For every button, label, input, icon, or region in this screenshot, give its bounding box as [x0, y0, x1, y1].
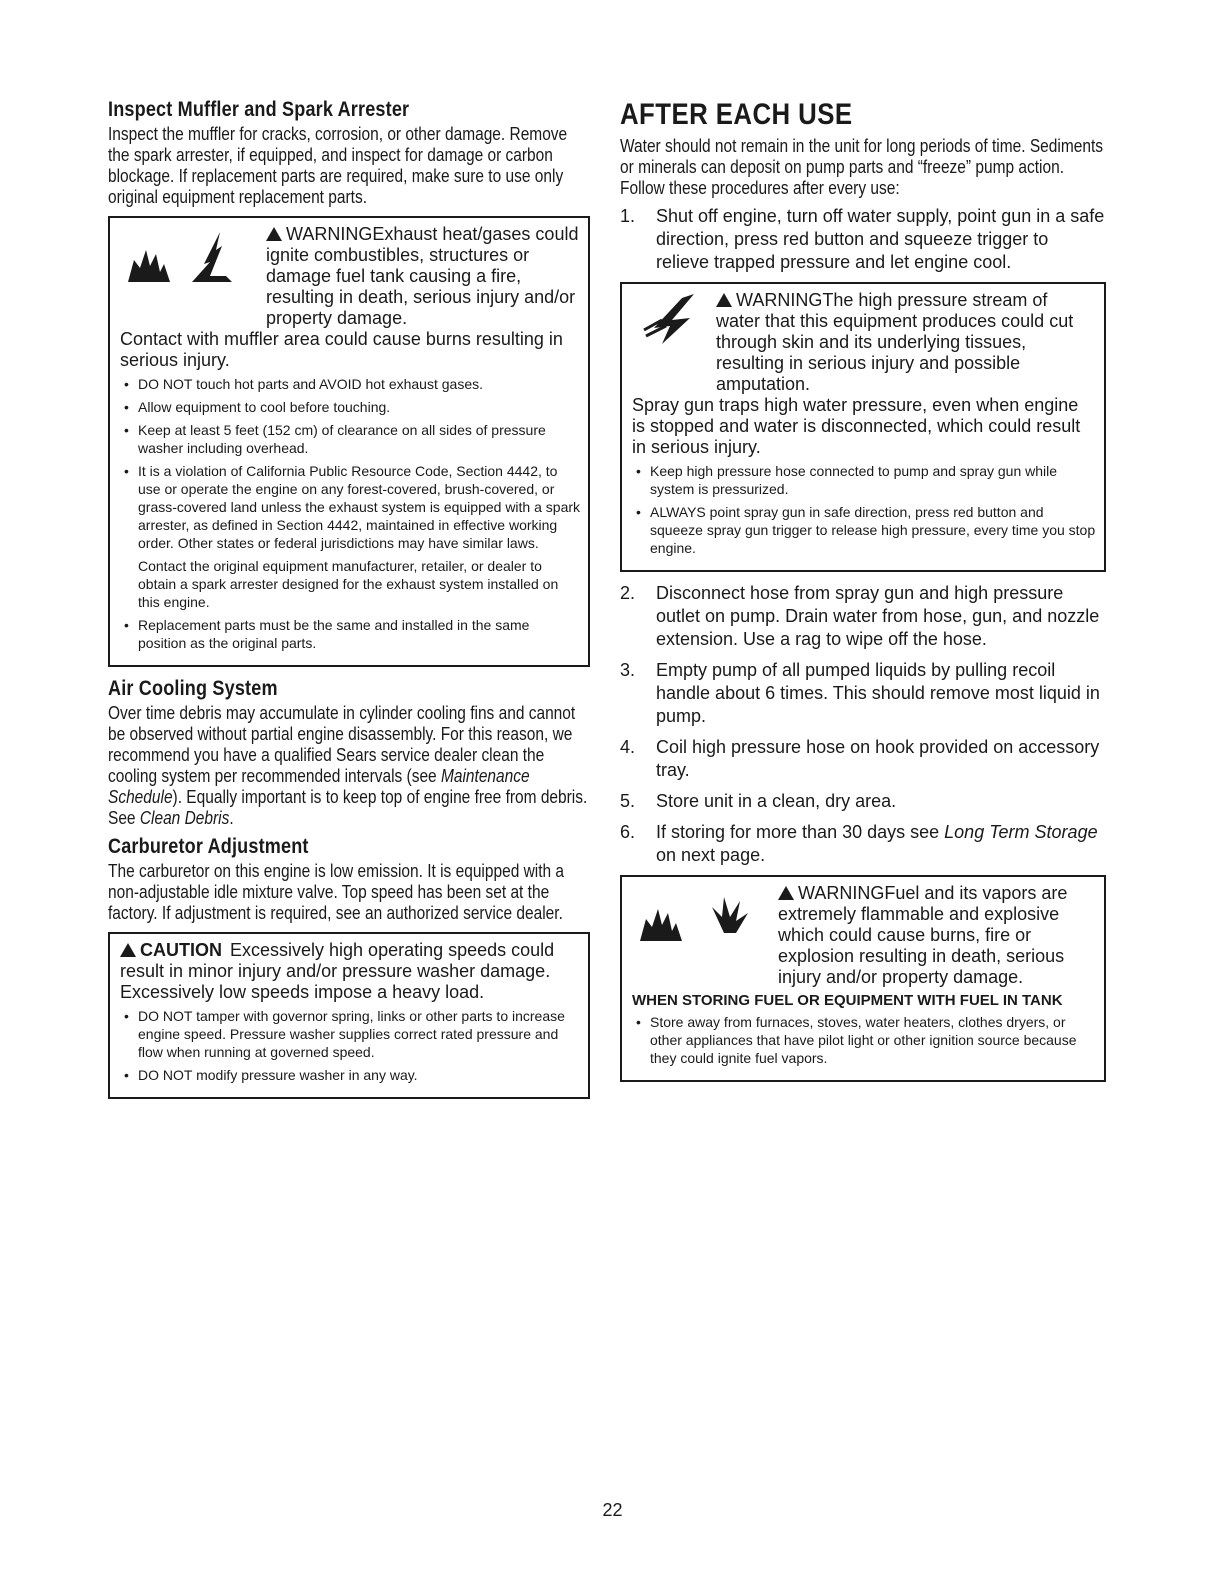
warning-bullets	[120, 375, 580, 552]
list-item: 3. Empty pump of all pumped liquids by pulling recoil handle about 6 times. This should remove most liquid in pump.	[620, 660, 1100, 726]
list-item: 1. Shut off engine, turn off water supply, point gun in a safe direction, press red button and squeeze trigger to relieve trapped pressure and let engine cool.	[620, 206, 1105, 272]
list-item: • Replacement parts must be the same and installed in the same position as the original parts.	[120, 616, 580, 652]
warning-hazard-row	[632, 290, 1096, 395]
warning-lead: WARNINGThe high pressure stream of water that this equipment produces could cut through skin and its underlying tissues, resulting in serious injury and possible amputation.	[716, 290, 1074, 394]
steps-list-a	[620, 205, 1106, 274]
caution-box	[108, 932, 590, 1099]
list-item: • Keep high pressure hose connected to pump and spray gun while system is pressurized.	[632, 462, 1096, 498]
after-use-intro: Water should not remain in the unit for long periods of time. Sediments or minerals can deposit on pump parts and “freeze” pump action. Follow these procedures after every use:	[620, 136, 1103, 198]
section-heading-muffler: Inspect Muffler and Spark Arrester	[108, 98, 410, 121]
right-column	[620, 92, 1106, 1092]
explosion-icon	[632, 883, 778, 947]
list-item: 2. Disconnect hose from spray gun and high pressure outlet on pump. Drain water from hose, gun, and nozzle extension. Use a rag to wipe off the hose.	[620, 583, 1100, 649]
hazard-icons	[120, 224, 266, 288]
warning-triangle-icon	[778, 886, 794, 900]
warning-box-water-jet	[620, 282, 1106, 572]
warning-bullets	[632, 1013, 1096, 1067]
list-item: • DO NOT touch hot parts and AVOID hot exhaust gases.	[120, 375, 580, 393]
hazard-icons	[632, 290, 716, 348]
hazard-icons	[632, 883, 778, 947]
warning-hazard-row	[120, 224, 580, 329]
warning-triangle-icon	[120, 943, 136, 957]
warning-body: Spray gun traps high water pressure, even when engine is stopped and water is disconnected, which could result in serious injury.	[632, 395, 1081, 457]
warning-contact: Contact with muffler area could cause burns resulting in serious injury.	[120, 329, 563, 370]
list-item: • DO NOT modify pressure washer in any way.	[120, 1066, 580, 1084]
section-heading-carburetor: Carburetor Adjustment	[108, 835, 309, 858]
air-cooling-body: Over time debris may accumulate in cylinder cooling fins and cannot be observed without partial engine disassembly. For this reason, we recommend you have a qualified Sears service dealer clean the cooling system per recommended intervals (see Maintenance Schedule). Equally important is to keep top of engine free from debris. See Clean Debris.	[108, 703, 588, 828]
warning-triangle-icon	[716, 293, 732, 307]
list-item: • DO NOT tamper with governor spring, links or other parts to increase engine speed. Pressure washer supplies correct rated pressure and flow when running at governed speed.	[120, 1007, 580, 1061]
list-item: 6. If storing for more than 30 days see Long Term Storage on next page.	[620, 822, 1098, 865]
carburetor-body: The carburetor on this engine is low emission. It is equipped with a non-adjustable idle mixture valve. Top speed has been set at the factory. If adjustment is required, see an authorized service dealer.	[108, 861, 565, 923]
long-term-storage-ref[interactable]: Long Term Storage	[944, 822, 1098, 842]
warning-hazard-row	[632, 883, 1096, 988]
clean-debris-ref[interactable]: Clean Debris	[139, 808, 230, 828]
warning-bullets	[632, 462, 1096, 557]
list-item: • ALWAYS point spray gun in safe direction, press red button and squeeze spray gun trigger to release high pressure, every time you stop engine.	[632, 503, 1096, 557]
contact-dealer-note: Contact the original equipment manufacturer, retailer, or dealer to obtain a spark arrester designed for the exhaust system installed on this engine.	[138, 558, 559, 610]
list-item: • Keep at least 5 feet (152 cm) of clearance on all sides of pressure washer including overhead.	[120, 421, 580, 457]
warning-bullets-last	[120, 616, 580, 652]
warning-subhead: WHEN STORING FUEL OR EQUIPMENT WITH FUEL IN TANK	[632, 992, 1063, 1009]
water-jet-injury-icon	[632, 290, 716, 348]
steps-list-b	[620, 582, 1106, 867]
warning-box-fuel	[620, 875, 1106, 1082]
list-item: • Store away from furnaces, stoves, water heaters, clothes dryers, or other appliances that have pilot light or other ignition source because they could ignite fuel vapors.	[632, 1013, 1096, 1067]
caution-lead: CAUTION Excessively high operating speeds could result in minor injury and/or pressure washer damage. Excessively low speeds impose a heavy load.	[120, 940, 555, 1002]
list-item: 5. Store unit in a clean, dry area.	[620, 791, 897, 811]
list-item: 4. Coil high pressure hose on hook provided on accessory tray.	[620, 737, 1100, 780]
warning-triangle-icon	[266, 227, 282, 241]
caution-bullets	[120, 1007, 580, 1084]
page-title: AFTER EACH USE	[620, 98, 853, 131]
fire-icon	[120, 224, 266, 288]
maintenance-schedule-ref[interactable]: Maintenance Schedule	[108, 766, 530, 807]
list-item: • Allow equipment to cool before touching.	[120, 398, 580, 416]
muffler-body: Inspect the muffler for cracks, corrosion, or other damage. Remove the spark arrester, if equipped, and inspect for damage or carbon blockage. If replacement parts are required, make sure to use only original equipment replacement parts.	[108, 124, 568, 207]
warning-box-exhaust	[108, 216, 590, 667]
page-number: 22	[602, 1500, 623, 1520]
warning-lead: WARNINGExhaust heat/gases could ignite combustibles, structures or damage fuel tank causing a fire, resulting in death, serious injury and/or property damage.	[266, 224, 579, 328]
warning-lead: WARNINGFuel and its vapors are extremely flammable and explosive which could cause burns, fire or explosion resulting in death, serious injury and/or property damage.	[778, 883, 1068, 987]
section-heading-air-cooling: Air Cooling System	[108, 677, 278, 700]
list-item: • It is a violation of California Public Resource Code, Section 4442, to use or operate the engine on any forest-covered, brush-covered, or grass-covered land unless the exhaust system is equipped with a spark arrester, as defined in Section 4442, maintained in effective working order. Other states or federal jurisdictions may have similar laws.	[120, 462, 580, 552]
left-column	[108, 92, 590, 1109]
